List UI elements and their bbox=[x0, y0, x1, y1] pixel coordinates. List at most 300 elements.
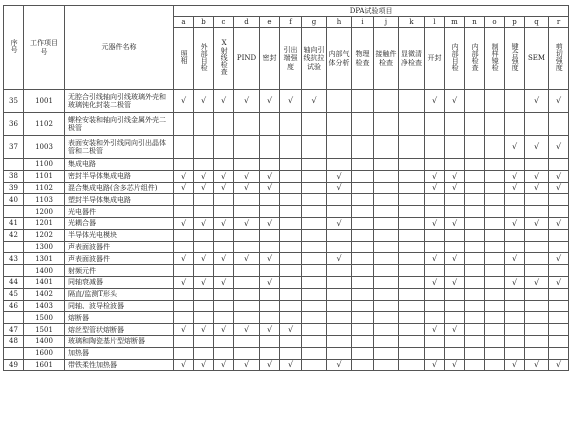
check-cell-h bbox=[327, 229, 352, 241]
check-cell-g bbox=[302, 253, 327, 265]
check-cell-f bbox=[280, 217, 302, 229]
check-cell-k bbox=[399, 241, 425, 253]
table-row bbox=[4, 90, 569, 113]
check-cell-r bbox=[549, 159, 569, 171]
check-mark-icon: √ bbox=[511, 171, 518, 181]
check-cell-l bbox=[425, 170, 445, 182]
check-cell-m bbox=[445, 182, 465, 194]
row-seq bbox=[4, 241, 24, 253]
check-cell-d bbox=[234, 335, 260, 347]
check-mark-icon: √ bbox=[336, 360, 342, 370]
check-cell-n bbox=[465, 113, 485, 136]
check-cell-b bbox=[194, 241, 214, 253]
check-cell-n bbox=[465, 136, 485, 159]
check-cell-a bbox=[174, 136, 194, 159]
check-mark-icon: √ bbox=[556, 277, 562, 287]
check-cell-m bbox=[445, 217, 465, 229]
check-cell-r bbox=[549, 324, 569, 336]
check-cell-g bbox=[302, 241, 327, 253]
check-cell-l bbox=[425, 182, 445, 194]
table-row bbox=[4, 206, 569, 218]
check-mark-icon: √ bbox=[266, 183, 273, 193]
row-component-name: 加热器 bbox=[65, 347, 174, 359]
check-mark-icon: √ bbox=[451, 183, 458, 193]
check-cell-m bbox=[445, 206, 465, 218]
check-cell-n bbox=[465, 241, 485, 253]
check-mark-icon: √ bbox=[243, 171, 250, 181]
check-cell-q bbox=[525, 90, 549, 113]
check-cell-p bbox=[505, 335, 525, 347]
check-cell-l bbox=[425, 312, 445, 324]
check-cell-g bbox=[302, 359, 327, 371]
check-mark-icon: √ bbox=[266, 96, 273, 106]
check-cell-d bbox=[234, 182, 260, 194]
check-cell-r bbox=[549, 312, 569, 324]
check-cell-m bbox=[445, 229, 465, 241]
row-seq: 37 bbox=[4, 136, 24, 159]
check-mark-icon: √ bbox=[451, 277, 458, 287]
check-mark-icon: √ bbox=[180, 96, 187, 106]
header-item-c: X射线检查 bbox=[214, 28, 234, 90]
check-cell-m bbox=[445, 347, 465, 359]
row-component-name: 塑封半导体集成电路 bbox=[65, 194, 174, 206]
check-cell-q bbox=[525, 347, 549, 359]
check-cell-g bbox=[302, 229, 327, 241]
check-cell-f bbox=[280, 206, 302, 218]
row-component-name: 表面安装和外引线同向引出晶体管和二极管 bbox=[65, 136, 174, 159]
check-mark-icon: √ bbox=[220, 218, 227, 228]
check-mark-icon: √ bbox=[180, 254, 187, 264]
check-cell-i bbox=[352, 359, 374, 371]
check-mark-icon: √ bbox=[243, 360, 250, 370]
check-cell-r bbox=[549, 136, 569, 159]
row-work-no: 1400 bbox=[24, 335, 65, 347]
row-component-name: 光耦合器 bbox=[65, 217, 174, 229]
check-cell-q bbox=[525, 182, 549, 194]
check-cell-f bbox=[280, 90, 302, 113]
check-cell-d bbox=[234, 170, 260, 182]
header-item-a: 照相 bbox=[174, 28, 194, 90]
check-cell-o bbox=[485, 170, 505, 182]
check-mark-icon: √ bbox=[200, 183, 207, 193]
check-mark-icon: √ bbox=[180, 171, 187, 181]
header-item-o: 制样镜检 bbox=[485, 28, 505, 90]
check-cell-k bbox=[399, 300, 425, 312]
check-cell-g bbox=[302, 194, 327, 206]
check-cell-n bbox=[465, 324, 485, 336]
check-cell-b bbox=[194, 113, 214, 136]
check-cell-m bbox=[445, 265, 465, 277]
check-cell-r bbox=[549, 194, 569, 206]
check-cell-d bbox=[234, 359, 260, 371]
check-mark-icon: √ bbox=[336, 218, 342, 228]
check-cell-i bbox=[352, 159, 374, 171]
check-cell-q bbox=[525, 113, 549, 136]
check-cell-h bbox=[327, 335, 352, 347]
check-cell-p bbox=[505, 276, 525, 288]
check-mark-icon: √ bbox=[200, 360, 207, 370]
header-letter-h: h bbox=[327, 17, 352, 28]
check-cell-a bbox=[174, 312, 194, 324]
check-cell-e bbox=[260, 182, 280, 194]
row-component-name: 射频元件 bbox=[65, 265, 174, 277]
check-cell-m bbox=[445, 253, 465, 265]
check-cell-e bbox=[260, 113, 280, 136]
check-cell-g bbox=[302, 206, 327, 218]
check-cell-j bbox=[374, 347, 399, 359]
check-cell-i bbox=[352, 300, 374, 312]
check-mark-icon: √ bbox=[266, 171, 273, 181]
check-cell-j bbox=[374, 276, 399, 288]
check-cell-n bbox=[465, 229, 485, 241]
check-cell-e bbox=[260, 241, 280, 253]
check-cell-c bbox=[214, 229, 234, 241]
dpa-test-table bbox=[3, 5, 569, 371]
check-cell-a bbox=[174, 90, 194, 113]
row-seq bbox=[4, 206, 24, 218]
check-cell-h bbox=[327, 276, 352, 288]
check-cell-j bbox=[374, 194, 399, 206]
check-cell-d bbox=[234, 312, 260, 324]
check-cell-b bbox=[194, 300, 214, 312]
check-cell-e bbox=[260, 229, 280, 241]
check-cell-i bbox=[352, 312, 374, 324]
check-cell-o bbox=[485, 113, 505, 136]
check-cell-f bbox=[280, 253, 302, 265]
check-cell-h bbox=[327, 300, 352, 312]
check-cell-r bbox=[549, 347, 569, 359]
header-item-d: PIND bbox=[234, 28, 260, 90]
check-cell-q bbox=[525, 288, 549, 300]
check-cell-o bbox=[485, 159, 505, 171]
check-cell-j bbox=[374, 182, 399, 194]
check-cell-j bbox=[374, 136, 399, 159]
check-cell-q bbox=[525, 206, 549, 218]
check-cell-q bbox=[525, 300, 549, 312]
check-cell-d bbox=[234, 241, 260, 253]
check-cell-e bbox=[260, 347, 280, 359]
check-mark-icon: √ bbox=[556, 142, 562, 152]
row-component-name: 混合集成电路(含多芯片组件) bbox=[65, 182, 174, 194]
check-mark-icon: √ bbox=[243, 183, 250, 193]
check-cell-n bbox=[465, 90, 485, 113]
check-cell-p bbox=[505, 324, 525, 336]
check-cell-b bbox=[194, 359, 214, 371]
header-work-no: 工作项目号 bbox=[24, 6, 65, 90]
check-cell-j bbox=[374, 300, 399, 312]
check-cell-d bbox=[234, 253, 260, 265]
check-cell-h bbox=[327, 241, 352, 253]
row-work-no: 1501 bbox=[24, 324, 65, 336]
check-mark-icon: √ bbox=[451, 96, 458, 106]
check-cell-l bbox=[425, 241, 445, 253]
check-cell-g bbox=[302, 312, 327, 324]
check-cell-a bbox=[174, 159, 194, 171]
check-cell-d bbox=[234, 300, 260, 312]
check-mark-icon: √ bbox=[266, 277, 273, 287]
check-cell-l bbox=[425, 159, 445, 171]
check-cell-q bbox=[525, 335, 549, 347]
check-cell-l bbox=[425, 359, 445, 371]
check-cell-a bbox=[174, 194, 194, 206]
check-cell-c bbox=[214, 217, 234, 229]
check-cell-i bbox=[352, 194, 374, 206]
check-cell-k bbox=[399, 113, 425, 136]
check-cell-g bbox=[302, 276, 327, 288]
check-cell-e bbox=[260, 335, 280, 347]
check-cell-q bbox=[525, 324, 549, 336]
check-mark-icon: √ bbox=[200, 324, 207, 334]
check-cell-p bbox=[505, 159, 525, 171]
check-cell-a bbox=[174, 347, 194, 359]
row-work-no: 1200 bbox=[24, 206, 65, 218]
check-cell-e bbox=[260, 312, 280, 324]
row-seq: 41 bbox=[4, 217, 24, 229]
check-mark-icon: √ bbox=[451, 254, 458, 264]
header-item-h: 内部气体分析 bbox=[327, 28, 352, 90]
row-seq: 36 bbox=[4, 113, 24, 136]
row-component-name: 带铁柔性加热器 bbox=[65, 359, 174, 371]
check-mark-icon: √ bbox=[511, 183, 518, 193]
row-seq: 46 bbox=[4, 300, 24, 312]
check-cell-f bbox=[280, 335, 302, 347]
check-mark-icon: √ bbox=[556, 218, 562, 228]
row-work-no: 1301 bbox=[24, 253, 65, 265]
check-cell-e bbox=[260, 324, 280, 336]
check-cell-l bbox=[425, 265, 445, 277]
check-cell-a bbox=[174, 170, 194, 182]
check-mark-icon: √ bbox=[180, 277, 187, 287]
check-cell-f bbox=[280, 288, 302, 300]
check-cell-a bbox=[174, 182, 194, 194]
check-cell-a bbox=[174, 359, 194, 371]
row-seq bbox=[4, 159, 24, 171]
row-seq: 35 bbox=[4, 90, 24, 113]
check-cell-q bbox=[525, 359, 549, 371]
check-cell-j bbox=[374, 312, 399, 324]
check-mark-icon: √ bbox=[511, 277, 518, 287]
row-work-no: 1500 bbox=[24, 312, 65, 324]
check-cell-l bbox=[425, 288, 445, 300]
table-row bbox=[4, 229, 569, 241]
check-mark-icon: √ bbox=[511, 360, 518, 370]
check-cell-q bbox=[525, 312, 549, 324]
check-cell-c bbox=[214, 241, 234, 253]
check-cell-c bbox=[214, 182, 234, 194]
table-row bbox=[4, 182, 569, 194]
check-cell-o bbox=[485, 265, 505, 277]
check-cell-b bbox=[194, 136, 214, 159]
check-mark-icon: √ bbox=[180, 183, 187, 193]
check-cell-m bbox=[445, 90, 465, 113]
check-cell-i bbox=[352, 335, 374, 347]
check-cell-o bbox=[485, 182, 505, 194]
header-letter-j: j bbox=[374, 17, 399, 28]
check-cell-f bbox=[280, 194, 302, 206]
table-row bbox=[4, 276, 569, 288]
check-cell-f bbox=[280, 324, 302, 336]
row-component-name: 螺栓安装和轴向引线金属外壳二极管 bbox=[65, 113, 174, 136]
check-mark-icon: √ bbox=[200, 277, 207, 287]
check-mark-icon: √ bbox=[431, 96, 438, 106]
check-cell-i bbox=[352, 217, 374, 229]
row-seq: 49 bbox=[4, 359, 24, 371]
check-mark-icon: √ bbox=[556, 96, 562, 106]
check-cell-f bbox=[280, 113, 302, 136]
check-mark-icon: √ bbox=[243, 218, 250, 228]
check-cell-r bbox=[549, 335, 569, 347]
table-header bbox=[4, 6, 569, 90]
check-cell-e bbox=[260, 253, 280, 265]
check-cell-m bbox=[445, 288, 465, 300]
table-row bbox=[4, 253, 569, 265]
table-row bbox=[4, 300, 569, 312]
check-cell-g bbox=[302, 288, 327, 300]
check-cell-o bbox=[485, 229, 505, 241]
check-cell-n bbox=[465, 276, 485, 288]
row-work-no: 1401 bbox=[24, 276, 65, 288]
check-cell-p bbox=[505, 90, 525, 113]
check-cell-f bbox=[280, 136, 302, 159]
check-cell-m bbox=[445, 359, 465, 371]
check-cell-c bbox=[214, 276, 234, 288]
check-cell-l bbox=[425, 335, 445, 347]
check-mark-icon: √ bbox=[266, 360, 273, 370]
check-cell-n bbox=[465, 206, 485, 218]
check-cell-o bbox=[485, 359, 505, 371]
check-cell-m bbox=[445, 159, 465, 171]
header-letter-p: p bbox=[505, 17, 525, 28]
check-cell-a bbox=[174, 206, 194, 218]
check-cell-g bbox=[302, 170, 327, 182]
check-cell-q bbox=[525, 241, 549, 253]
row-component-name: 熔丝型管状熔断器 bbox=[65, 324, 174, 336]
check-cell-p bbox=[505, 300, 525, 312]
check-cell-a bbox=[174, 241, 194, 253]
check-cell-i bbox=[352, 182, 374, 194]
check-cell-m bbox=[445, 276, 465, 288]
check-cell-e bbox=[260, 276, 280, 288]
check-cell-d bbox=[234, 113, 260, 136]
header-item-f: 引出端强度 bbox=[280, 28, 302, 90]
check-cell-d bbox=[234, 288, 260, 300]
check-cell-a bbox=[174, 324, 194, 336]
check-cell-b bbox=[194, 335, 214, 347]
row-seq: 39 bbox=[4, 182, 24, 194]
check-cell-q bbox=[525, 265, 549, 277]
table-row bbox=[4, 324, 569, 336]
check-cell-p bbox=[505, 359, 525, 371]
check-cell-e bbox=[260, 217, 280, 229]
check-cell-p bbox=[505, 241, 525, 253]
header-letter-m: m bbox=[445, 17, 465, 28]
check-cell-c bbox=[214, 324, 234, 336]
check-mark-icon: √ bbox=[287, 96, 294, 106]
row-seq: 38 bbox=[4, 170, 24, 182]
check-mark-icon: √ bbox=[243, 324, 250, 334]
check-mark-icon: √ bbox=[533, 142, 540, 152]
row-work-no: 1400 bbox=[24, 265, 65, 277]
check-mark-icon: √ bbox=[431, 254, 438, 264]
check-cell-b bbox=[194, 194, 214, 206]
check-cell-r bbox=[549, 265, 569, 277]
row-work-no: 1601 bbox=[24, 359, 65, 371]
check-cell-h bbox=[327, 90, 352, 113]
check-cell-d bbox=[234, 159, 260, 171]
check-mark-icon: √ bbox=[511, 218, 518, 228]
check-cell-a bbox=[174, 229, 194, 241]
check-cell-b bbox=[194, 324, 214, 336]
check-cell-i bbox=[352, 136, 374, 159]
check-mark-icon: √ bbox=[511, 254, 518, 264]
check-cell-j bbox=[374, 170, 399, 182]
check-cell-k bbox=[399, 182, 425, 194]
check-cell-e bbox=[260, 206, 280, 218]
check-cell-a bbox=[174, 335, 194, 347]
check-cell-f bbox=[280, 300, 302, 312]
table-row bbox=[4, 288, 569, 300]
check-cell-o bbox=[485, 194, 505, 206]
check-cell-b bbox=[194, 229, 214, 241]
check-cell-n bbox=[465, 194, 485, 206]
check-cell-f bbox=[280, 347, 302, 359]
check-cell-o bbox=[485, 300, 505, 312]
check-cell-l bbox=[425, 217, 445, 229]
check-cell-c bbox=[214, 253, 234, 265]
header-letter-k: k bbox=[399, 17, 425, 28]
check-cell-o bbox=[485, 312, 505, 324]
dpa-table-container bbox=[3, 5, 569, 371]
check-mark-icon: √ bbox=[431, 171, 438, 181]
check-cell-e bbox=[260, 170, 280, 182]
header-item-e: 密封 bbox=[260, 28, 280, 90]
check-cell-o bbox=[485, 136, 505, 159]
check-cell-c bbox=[214, 312, 234, 324]
check-cell-h bbox=[327, 347, 352, 359]
check-mark-icon: √ bbox=[431, 360, 438, 370]
header-letter-e: e bbox=[260, 17, 280, 28]
check-cell-o bbox=[485, 90, 505, 113]
check-cell-k bbox=[399, 253, 425, 265]
check-cell-k bbox=[399, 170, 425, 182]
check-cell-r bbox=[549, 359, 569, 371]
check-cell-f bbox=[280, 229, 302, 241]
check-cell-o bbox=[485, 253, 505, 265]
check-cell-d bbox=[234, 136, 260, 159]
check-cell-p bbox=[505, 113, 525, 136]
check-cell-m bbox=[445, 113, 465, 136]
check-cell-i bbox=[352, 324, 374, 336]
check-cell-n bbox=[465, 312, 485, 324]
check-cell-m bbox=[445, 170, 465, 182]
check-cell-r bbox=[549, 241, 569, 253]
check-cell-q bbox=[525, 170, 549, 182]
check-cell-p bbox=[505, 312, 525, 324]
check-cell-i bbox=[352, 90, 374, 113]
check-cell-a bbox=[174, 276, 194, 288]
check-cell-k bbox=[399, 159, 425, 171]
check-cell-c bbox=[214, 170, 234, 182]
check-cell-b bbox=[194, 312, 214, 324]
check-cell-h bbox=[327, 194, 352, 206]
check-cell-i bbox=[352, 229, 374, 241]
table-row bbox=[4, 347, 569, 359]
check-mark-icon: √ bbox=[220, 324, 227, 334]
header-letter-d: d bbox=[234, 17, 260, 28]
check-cell-p bbox=[505, 265, 525, 277]
check-mark-icon: √ bbox=[220, 277, 227, 287]
check-cell-d bbox=[234, 229, 260, 241]
